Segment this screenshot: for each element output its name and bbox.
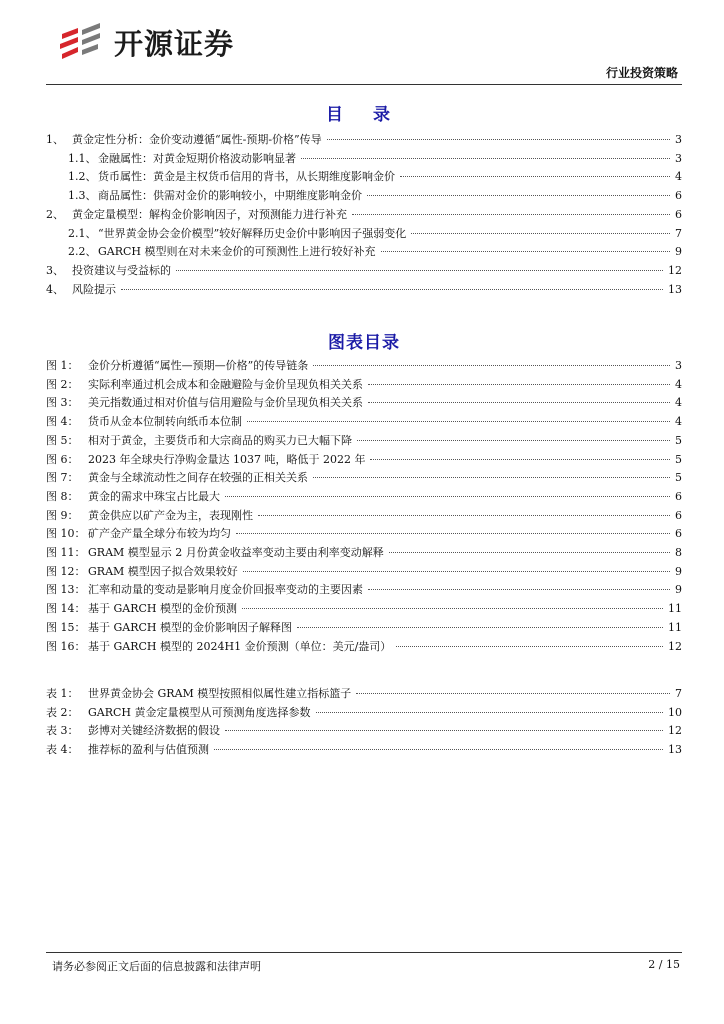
entry-title: 2023 年全球央行净购金量达 1037 吨，略低于 2022 年 [88,452,366,466]
entry-title: 美元指数通过相对价值与信用避险与金价呈现负相关关系 [88,396,363,410]
entry-title: 黄金定性分析：金价变动遵循“属性-预期-价格”传导 [72,133,322,146]
toc-entry[interactable] [68,150,682,168]
entry-page-number: 11 [668,602,682,616]
entry-number: 1.2、 [68,170,97,184]
table-entry[interactable] [46,685,682,703]
toc-entry[interactable] [68,243,682,261]
entry-title: 推荐标的盈利与估值预测 [88,743,209,757]
figure-entry[interactable] [46,544,682,562]
entry-number: 图 7： [46,471,79,485]
figure-entry[interactable] [46,525,682,543]
entry-title: 商品属性：供需对金价的影响较小，中期维度影响金价 [98,189,362,203]
entry-page-number: 9 [675,245,682,259]
brand-logo-icon [56,20,106,64]
toc-entry[interactable] [46,131,682,149]
entry-number: 图 16： [46,639,86,653]
entry-page-number: 6 [675,207,682,221]
entry-page-number: 5 [675,471,682,485]
entry-title: 汇率和动量的变动是影响月度金价回报率变动的主要因素 [88,583,363,597]
entry-number: 2.2、 [68,245,97,259]
figure-list-title: 图表目录 [328,333,400,353]
dot-leader [176,270,663,271]
dot-leader [411,233,670,234]
entry-title: 风险提示 [72,282,116,296]
entry-number: 表 4： [46,743,79,757]
entry-title: 金融属性：对黄金短期价格波动影响显著 [98,151,296,165]
entry-page-number: 9 [675,564,682,578]
dot-leader [225,496,670,497]
entry-title: 实际利率通过机会成本和金融避险与金价呈现负相关关系 [88,377,363,391]
dot-leader [301,158,670,159]
entry-title: GRAM 模型因子拟合效果较好 [88,564,238,578]
page-indicator: 2 / 15 [648,958,680,971]
figure-entry[interactable] [46,376,682,394]
toc-entry[interactable] [68,225,682,243]
toc-entry[interactable] [46,262,682,280]
dot-leader [236,533,670,534]
entry-page-number: 12 [668,639,682,653]
entry-number: 图 1： [46,359,79,372]
dot-leader [313,365,670,366]
entry-page-number: 5 [675,433,682,447]
entry-number: 图 8： [46,489,79,503]
entry-number: 1.3、 [68,189,97,203]
entry-title: 货币属性：黄金是主权货币信用的背书，从长期维度影响金价 [98,170,395,184]
footer-disclaimer: 请务必参阅正文后面的信息披露和法律声明 [52,960,261,973]
entry-number: 表 2： [46,705,79,719]
entry-title: 金价分析遵循“属性—预期—价格”的传导链条 [88,359,309,372]
entry-number: 图 14： [46,602,86,616]
entry-page-number: 3 [675,359,682,372]
entry-page-number: 3 [675,151,682,165]
entry-title: 货币从金本位制转向纸币本位制 [88,415,242,429]
toc-entry[interactable] [68,187,682,205]
figure-entry[interactable] [46,638,682,656]
entry-number: 表 1： [46,687,79,700]
dot-leader [389,552,670,553]
figure-entry[interactable] [46,488,682,506]
entry-page-number: 6 [675,508,682,522]
dot-leader [396,646,663,647]
entry-page-number: 4 [675,170,682,184]
footer-divider [46,952,682,953]
entry-title: 世界黄金协会 GRAM 模型按照相似属性建立指标篮子 [88,687,352,700]
entry-title: GARCH 黄金定量模型从可预测角度选择参数 [88,705,311,719]
entry-title: 黄金的需求中珠宝占比最大 [88,489,220,503]
entry-number: 图 15： [46,620,86,634]
entry-title: 黄金供应以矿产金为主，表现刚性 [88,508,253,522]
figure-entry[interactable] [46,432,682,450]
entry-title: 基于 GARCH 模型的金价预测 [88,602,238,616]
entry-page-number: 13 [668,282,682,296]
dot-leader [400,176,670,177]
figure-entry[interactable] [46,507,682,525]
entry-number: 表 3： [46,724,79,738]
figure-entry[interactable] [46,451,682,469]
dot-leader [356,693,670,694]
dot-leader [247,421,670,422]
entry-page-number: 6 [675,189,682,203]
entry-number: 图 5： [46,433,79,447]
report-category: 行业投资策略 [605,66,678,80]
entry-title: 矿产金产量全球分布较为均匀 [88,527,231,541]
figure-entry[interactable] [46,357,682,375]
figure-entry[interactable] [46,600,682,618]
toc-entry[interactable] [46,206,682,224]
toc-entry[interactable] [68,168,682,186]
entry-number: 2.1、 [68,226,97,240]
entry-number: 2、 [46,207,64,221]
entry-number: 1、 [46,133,64,146]
dot-leader [214,749,663,750]
dot-leader [258,515,670,516]
dot-leader [297,627,663,628]
dot-leader [242,608,663,609]
entry-title: 基于 GARCH 模型的金价影响因子解释图 [88,620,293,634]
figure-entry[interactable] [46,581,682,599]
entry-page-number: 10 [668,705,682,719]
entry-number: 4、 [46,282,64,296]
entry-title: 基于 GARCH 模型的 2024H1 金价预测（单位：美元/盎司） [88,639,392,653]
table-entry[interactable] [46,722,682,740]
dot-leader [225,730,663,731]
entry-number: 3、 [46,263,64,277]
entry-page-number: 7 [675,226,682,240]
dot-leader [313,477,670,478]
entry-page-number: 6 [675,489,682,503]
entry-title: 黄金定量模型：解构金价影响因子，对预测能力进行补充 [72,207,347,221]
figure-entry[interactable] [46,619,682,637]
dot-leader [357,440,670,441]
entry-number: 图 11： [46,546,86,559]
entry-page-number: 5 [675,452,682,466]
entry-page-number: 7 [675,687,682,700]
toc-title: 目 录 [326,105,402,125]
entry-page-number: 12 [668,263,682,277]
entry-number: 图 10： [46,527,86,541]
dot-leader [352,214,670,215]
figure-entry[interactable] [46,394,682,412]
entry-page-number: 3 [675,133,682,146]
entry-number: 图 4： [46,415,79,429]
header-divider [46,84,682,85]
dot-leader [121,289,663,290]
table-entry[interactable] [46,704,682,722]
entry-number: 图 3： [46,396,79,410]
entry-number: 图 13： [46,583,86,597]
entry-title: 彭博对关键经济数据的假设 [88,724,220,738]
brand-name: 开源证券 [114,26,235,61]
entry-page-number: 9 [675,583,682,597]
entry-title: “世界黄金协会金价模型”较好解释历史金价中影响因子强弱变化 [98,226,407,240]
dot-leader [367,195,670,196]
entry-title: 相对于黄金，主要货币和大宗商品的购买力已大幅下降 [88,433,352,447]
entry-title: 黄金与全球流动性之间存在较强的正相关关系 [88,471,308,485]
entry-number: 图 9： [46,508,79,522]
entry-page-number: 11 [668,620,682,634]
figure-entry[interactable] [46,563,682,581]
entry-number: 图 12： [46,564,86,578]
brand-logo [56,20,234,64]
entry-title: GRAM 模型显示 2 月份黄金收益率变动主要由利率变动解释 [88,546,384,559]
table-entry[interactable] [46,741,682,759]
toc-entry[interactable] [46,281,682,299]
dot-leader [368,589,670,590]
dot-leader [368,402,670,403]
dot-leader [368,384,670,385]
entry-page-number: 6 [675,527,682,541]
dot-leader [243,571,670,572]
page-header [46,14,682,84]
figure-entry[interactable] [46,413,682,431]
entry-title: GARCH 模型则在对未来金价的可预测性上进行较好补充 [98,245,376,259]
entry-page-number: 13 [668,743,682,757]
dot-leader [327,139,670,140]
entry-page-number: 4 [675,396,682,410]
entry-page-number: 8 [675,546,682,559]
dot-leader [370,459,670,460]
dot-leader [316,712,663,713]
entry-page-number: 4 [675,415,682,429]
dot-leader [381,251,670,252]
entry-page-number: 12 [668,724,682,738]
figure-entry[interactable] [46,469,682,487]
entry-title: 投资建议与受益标的 [72,263,171,277]
entry-page-number: 4 [675,377,682,391]
entry-number: 图 2： [46,377,79,391]
entry-number: 图 6： [46,452,79,466]
entry-number: 1.1、 [68,151,97,165]
